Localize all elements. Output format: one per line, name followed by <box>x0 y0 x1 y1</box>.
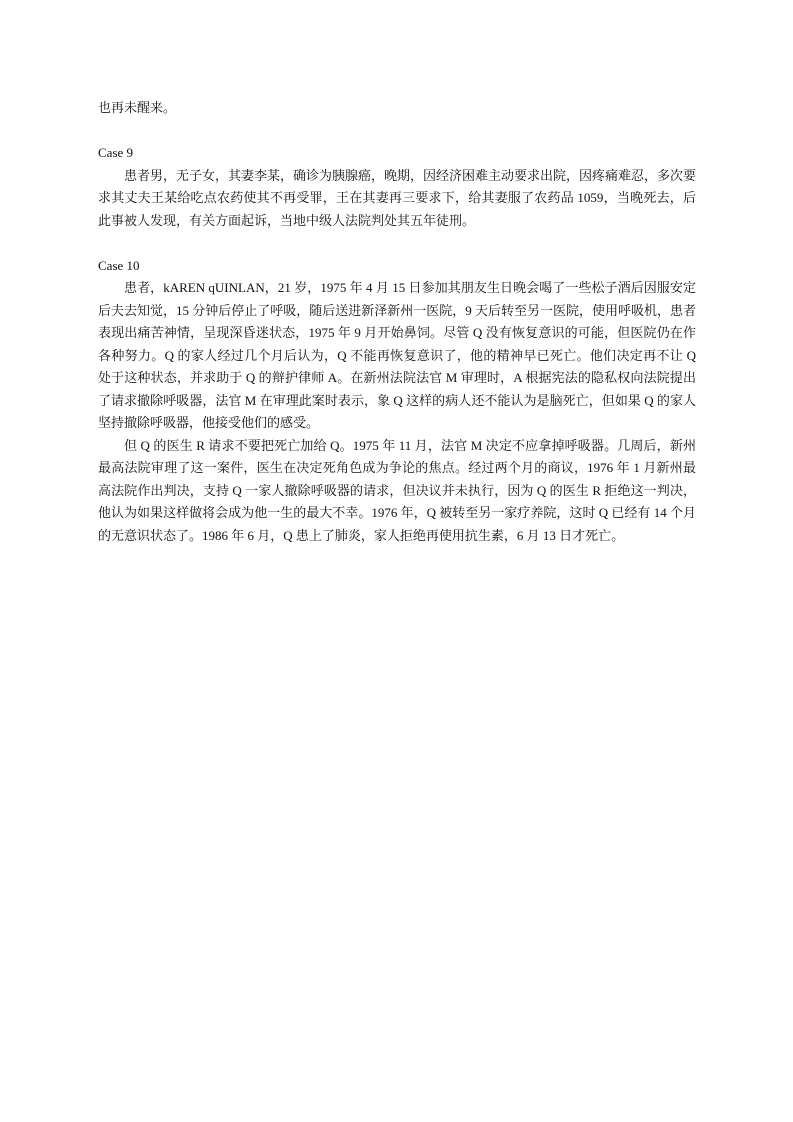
spacer <box>98 120 696 143</box>
document-page <box>98 97 696 547</box>
case-9-label: Case 9 <box>98 145 134 160</box>
case-9-paragraph: 患者男，无子女，其妻李某，确诊为胰腺癌，晚期，因经济困难主动要求出院，因疼痛难忍，多次要求其丈夫王某给吃点农药使其不再受罪，王在其妻再三要求下，给其妻服了农药品 1059，当晚死去，后此事被人发现，有关方面起诉，当地中级人法院判处其五年徒刑。 <box>98 167 697 228</box>
case-10-paragraph-2: 但 Q 的医生 R 请求不要把死亡加给 Q。1975 年 11 月，法官 M 决定不应拿掉呼吸器。几周后，新州最高法院审理了这一案件，医生在决定死角色成为争论的焦点。经过两个月的商议，1976 年 1 月新州最高法院作出判决，支持 Q 一家人撤除呼吸器的请求，但决议并未执行，因为 Q 的医生 R 拒绝这一判决，他认为如果这样做将会成为他一生的最大不幸。1976 年，Q 被转至另一家疗养院，这时 Q 已经有 14 个月的无意识状态了。1986 年 6 月，Q 患上了肺炎，家人拒绝再使用抗生素，6 月 13 日才死亡。 <box>98 437 696 543</box>
continuation-text: 也再未醒来。 <box>98 100 177 115</box>
case-10-label: Case 10 <box>98 257 140 273</box>
spacer <box>98 232 696 255</box>
case-10-paragraph-1: 患者，kAREN qUINLAN，21 岁，1975 年 4 月 15 日参加其朋友生日晚会喝了一些松子酒后因服安定后夫去知觉，15 分钟后停止了呼吸，随后送进新泽新州一医院，9 天后转至另一医院，使用呼吸机，患者表现出痛苦神情，呈现深昏迷状态，1975 年 9 月开始鼻饲。尽管 Q 没有恢复意识的可能，但医院仍在作各种努力。Q 的家人经过几个月后认为，Q 不能再恢复意识了，他的精神早已死亡。他们决定再不让 Q 处于这种状态，并求助于 Q 的辩护律师 A。在新州法院法官 M 审理时，A 根据宪法的隐私权向法院提出了请求撤除呼吸器，法官 M 在审理此案时表示，象 Q 这样的病人还不能认为是脑死亡，但如果 Q 的家人坚持撤除呼吸器，他接受他们的感受。 <box>98 280 697 430</box>
